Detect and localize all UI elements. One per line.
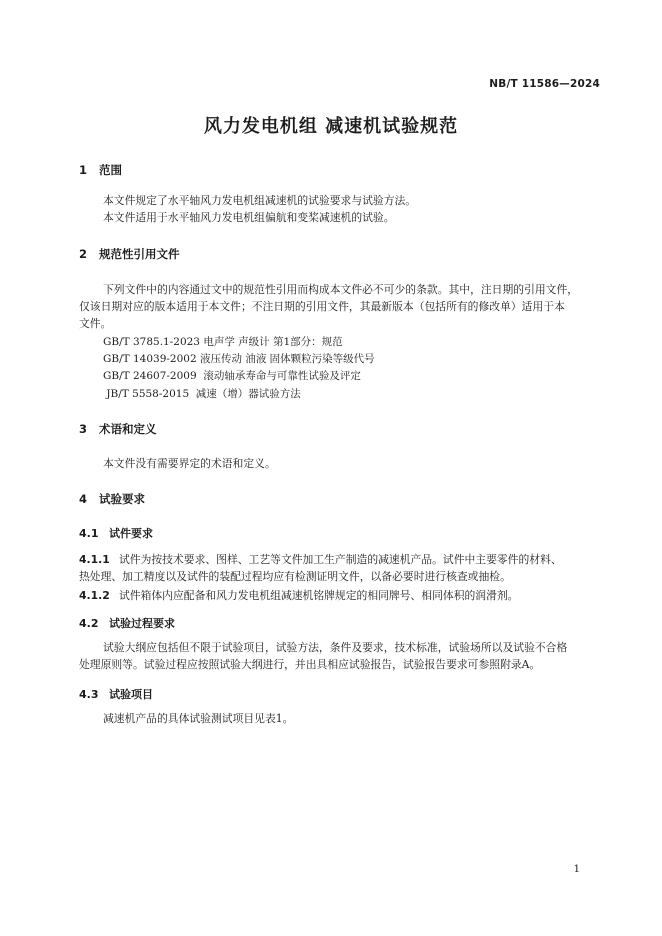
page-number: 1 (573, 864, 580, 875)
paragraph-line: 处理原则等。试验过程应按照试验大纲进行，并出具相应试验报告，试验报告要求可参照附录A。 (79, 658, 541, 671)
subsection-title: 试验项目 (109, 688, 153, 701)
clause-number: 4.1.1 (79, 553, 110, 566)
section-number: 4 (79, 492, 88, 506)
subsection-title: 试验过程要求 (109, 617, 175, 630)
reference-item: JB/T 5558-2015 减速（增）器试验方法 (103, 388, 301, 400)
paragraph: 本文件没有需要界定的术语和定义。 (103, 457, 276, 470)
section-number: 1 (79, 163, 88, 177)
reference-item: GB/T 24607-2009 滚动轴承寿命与可靠性试验及评定 (103, 370, 361, 382)
section-title: 范围 (99, 163, 122, 177)
section-1-heading (79, 162, 122, 178)
paragraph-line: 下列文件中的内容通过文中的规范性引用而构成本文件必不可少的条款。其中，注日期的引用文件， (103, 283, 579, 296)
paragraph-line: 热处理、加工精度以及试件的装配过程均应有检测证明文件，以备必要时进行核查或抽检。 (79, 570, 511, 583)
section-4-heading (79, 491, 145, 507)
clause-4-1-2 (79, 588, 602, 604)
paragraph: 减速机产品的具体试验测试项目见表1。 (103, 712, 294, 725)
paragraph: 本文件规定了水平轴风力发电机组减速机的试验要求与试验方法。 (103, 194, 417, 207)
clause-number: 4.1.2 (79, 589, 110, 602)
section-number: 3 (79, 422, 88, 436)
standard-number: NB/T 11586—2024 (489, 78, 600, 90)
subsection-number: 4.2 (79, 617, 99, 630)
subsection-4-3-heading (79, 686, 153, 702)
reference-item: GB/T 14039-2002 液压传动 油液 固体颗粒污染等级代号 (103, 353, 375, 365)
paragraph-line: 仅该日期对应的版本适用于本文件；不注日期的引用文件，其最新版本（包括所有的修改单）适用于本 (79, 300, 565, 313)
clause-text: 试件箱体内应配备和风力发电机组减速机铭牌规定的相同牌号、相同体积的润滑剂。 (119, 589, 519, 602)
section-title: 术语和定义 (99, 422, 157, 436)
subsection-4-1-heading (79, 525, 153, 541)
paragraph-line: 试验大纲应包括但不限于试验项目，试验方法，条件及要求，技术标准，试验场所以及试验不合格 (103, 641, 568, 654)
section-3-heading (79, 421, 157, 437)
section-2-heading (79, 246, 180, 262)
subsection-title: 试件要求 (109, 527, 153, 540)
clause-4-1-1 (79, 552, 602, 568)
section-title: 试验要求 (99, 492, 145, 506)
section-number: 2 (79, 247, 88, 261)
subsection-4-2-heading (79, 615, 175, 631)
reference-item: GB/T 3785.1-2023 电声学 声级计 第1部分：规范 (103, 336, 343, 348)
paragraph-line: 文件。 (79, 317, 112, 330)
subsection-number: 4.1 (79, 527, 99, 540)
section-title: 规范性引用文件 (99, 247, 180, 261)
clause-text: 试件为按技术要求、图样、工艺等文件加工生产制造的减速机产品。试件中主要零件的材料、 (119, 553, 562, 566)
subsection-number: 4.3 (79, 688, 99, 701)
document-title: 风力发电机组 减速机试验规范 (203, 116, 459, 137)
paragraph: 本文件适用于水平轴风力发电机组偏航和变桨减速机的试验。 (103, 211, 395, 224)
